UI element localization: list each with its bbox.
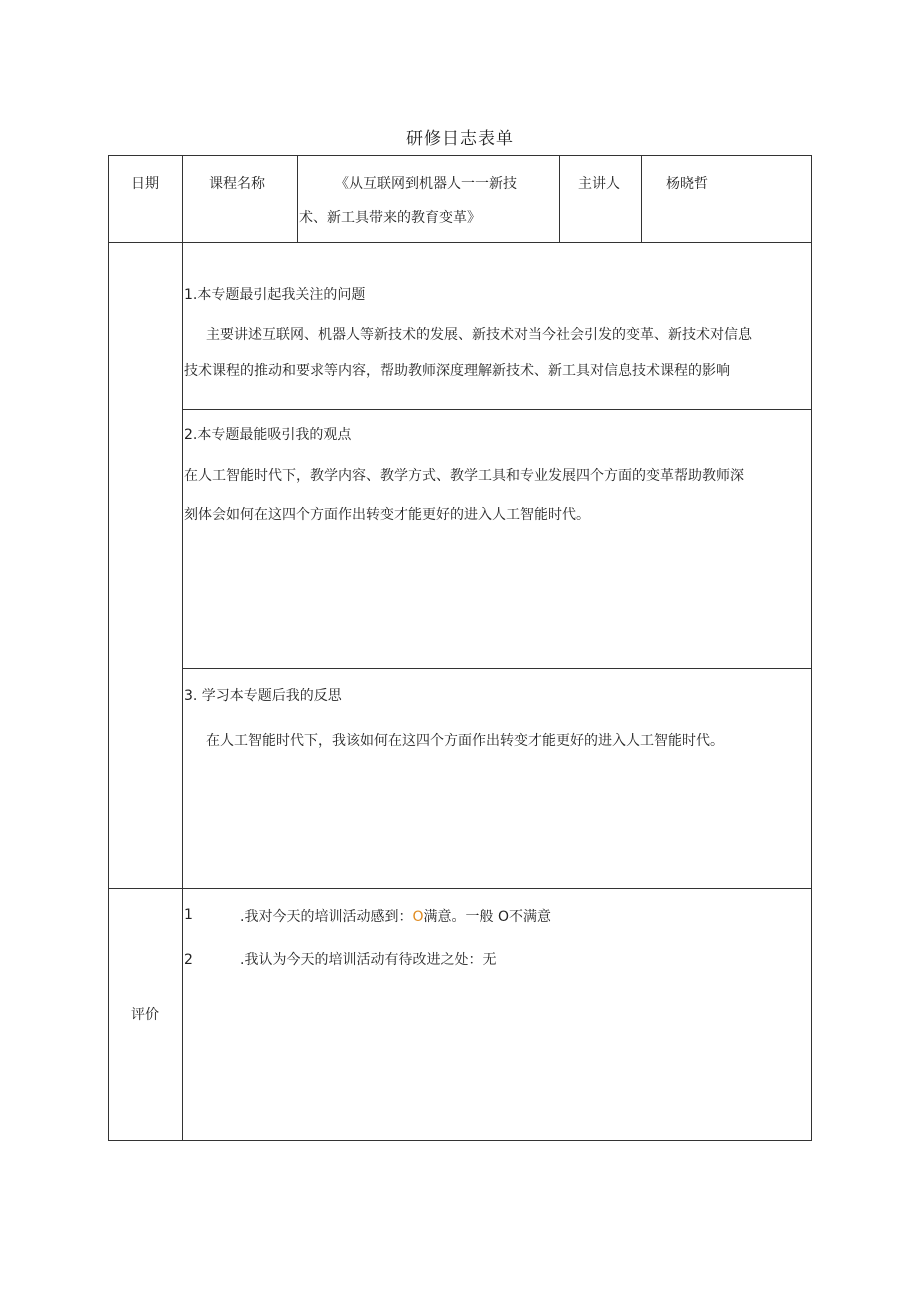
evaluation-item2-number: 2: [184, 952, 193, 968]
section1-heading: 1.本专题最引起我关注的问题: [184, 287, 366, 303]
table-border-bottom: [108, 1140, 812, 1141]
lecturer-label: 主讲人: [578, 176, 620, 192]
evaluation-item1-number: 1: [184, 907, 193, 923]
section3-heading: 3. 学习本专题后我的反思: [184, 688, 342, 704]
header-row-divider: [108, 242, 812, 243]
evaluation-item2-text: .我认为今天的培训活动有待改进之处：无: [240, 952, 497, 968]
table-border-top: [108, 155, 812, 156]
course-name-label: 课程名称: [209, 176, 265, 192]
section2-heading: 2.本专题最能吸引我的观点: [184, 427, 352, 443]
section1-divider: [182, 409, 812, 410]
table-border-left: [108, 155, 109, 1141]
course-name-line1: 《从互联网到机器人一一新技: [335, 176, 517, 192]
unsatisfied-radio-icon[interactable]: O: [497, 909, 509, 925]
table-border-right: [811, 155, 812, 1141]
label-column-divider: [182, 155, 183, 1141]
lecturer-name: 杨晓哲: [666, 176, 708, 192]
satisfied-option-label: 满意。一般: [423, 909, 494, 925]
section1-line1: 主要讲述互联网、机器人等新技术的发展、新技术对当今社会引发的变革、新技术对信息: [206, 327, 752, 343]
evaluation-label: 评价: [131, 1007, 159, 1023]
section2-divider: [182, 668, 812, 669]
evaluation-item1: [240, 906, 551, 926]
header-divider-course: [297, 155, 298, 242]
unsatisfied-option-label: 不满意: [508, 909, 551, 925]
header-divider-lecturer-label: [559, 155, 560, 242]
evaluation-item1-text: .我对今天的培训活动感到：: [240, 909, 413, 925]
section2-line1: 在人工智能时代下，教学内容、教学方式、教学工具和专业发展四个方面的变革帮助教师深: [184, 468, 744, 484]
evaluation-row-divider: [108, 888, 812, 889]
page-title: 研修日志表单: [406, 129, 514, 149]
section2-line2: 刻体会如何在这四个方面作出转变才能更好的进入人工智能时代。: [184, 507, 590, 523]
section3-line1: 在人工智能时代下，我该如何在这四个方面作出转变才能更好的进入人工智能时代。: [206, 733, 724, 749]
course-name-line2: 术、新工具带来的教育变革》: [299, 210, 481, 226]
header-divider-lecturer-name: [641, 155, 642, 242]
section1-line2: 技术课程的推动和要求等内容，帮助教师深度理解新技术、新工具对信息技术课程的影响: [184, 363, 730, 379]
date-label: 日期: [131, 176, 159, 192]
satisfied-radio-icon[interactable]: O: [412, 909, 424, 925]
